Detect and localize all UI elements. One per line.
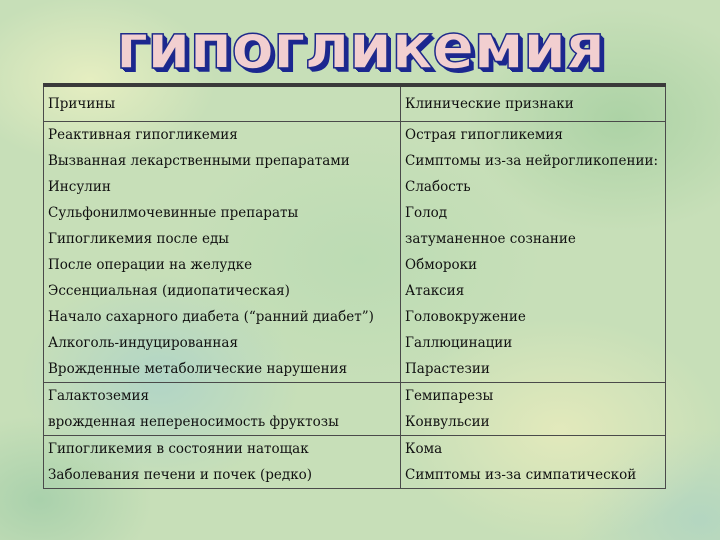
causes-cell: [44, 383, 401, 436]
sign-item: Парастезии: [405, 361, 490, 377]
cause-item: Врожденные метаболические нарушения: [48, 361, 348, 377]
signs-cell: [401, 436, 666, 489]
causes-cell: [44, 436, 401, 489]
sign-item: Кома: [405, 441, 443, 457]
cause-item: После операции на желудке: [48, 257, 253, 273]
cause-item: Заболевания печени и почек (редко): [48, 467, 313, 483]
sign-item: Атаксия: [405, 283, 465, 299]
cause-item: врожденная непереносимость фруктозы: [48, 414, 339, 430]
header-clinical-signs: Клинические признаки: [401, 85, 666, 122]
sign-item: Гемипарезы: [405, 388, 494, 404]
sign-item: Конвульсии: [405, 414, 490, 430]
sign-item: Голод: [405, 205, 448, 221]
sign-item: Головокружение: [405, 309, 526, 325]
cause-item: Сульфонилмочевинные препараты: [48, 205, 299, 221]
signs-cell: [401, 122, 666, 383]
sign-item: Симптомы из-за симпатической: [405, 467, 637, 483]
causes-signs-table: [43, 83, 666, 489]
sign-item: Обмороки: [405, 257, 478, 273]
sign-item: Галлюцинации: [405, 335, 513, 351]
cause-item: Вызванная лекарственными препаратами: [48, 153, 350, 169]
cause-item: Галактоземия: [48, 388, 150, 404]
table-row: [44, 122, 666, 383]
header-causes: Причины: [44, 85, 401, 122]
table-header-row: [44, 85, 666, 122]
sign-item: Слабость: [405, 179, 471, 195]
table-row: [44, 383, 666, 436]
sign-item: затуманенное сознание: [405, 231, 576, 247]
cause-item: Реактивная гипогликемия: [48, 127, 238, 143]
cause-item: Эссенциальная (идиопатическая): [48, 283, 290, 299]
page-title: гипогликемия: [115, 10, 605, 83]
cause-item: Гипогликемия в состоянии натощак: [48, 441, 309, 457]
sign-item: Симптомы из-за нейрогликопении:: [405, 153, 659, 169]
cause-item: Алкоголь-индуцированная: [48, 335, 238, 351]
cause-item: Гипогликемия после еды: [48, 231, 230, 247]
cause-item: Начало сахарного диабета (“ранний диабет”): [48, 309, 374, 325]
cause-item: Инсулин: [48, 179, 111, 195]
table-row: [44, 436, 666, 489]
signs-cell: [401, 383, 666, 436]
sign-item: Острая гипогликемия: [405, 127, 563, 143]
causes-cell: [44, 122, 401, 383]
